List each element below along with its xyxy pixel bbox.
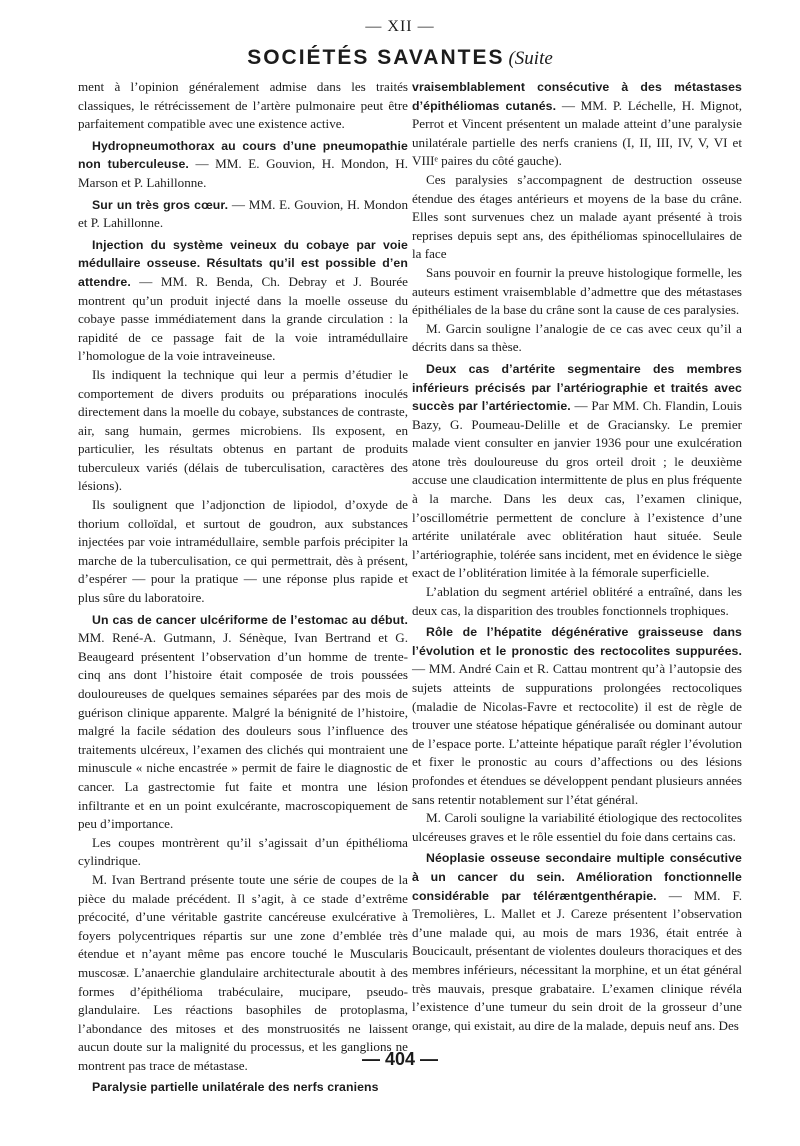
paragraph: Hydropneumothorax au cours d’une pneumopathie non tuberculeuse. — MM. E. Gouvion, H. Mondon, H. Marson et P. Lahillonne. <box>78 138 408 190</box>
paragraph: L’ablation du segment artériel oblitéré a entraîné, dans les deux cas, la disparition des troubles fonctionnels trophiques. <box>412 584 742 618</box>
paragraph: Ils indiquent la technique qui leur a permis d’étudier le comportement de divers produits ou préparations inoculés directement dans la moelle du cobaye, substances de contraste, air, sang humain, germes microbiens. Ils exposent, en particulier, les résultats obtenus en partant de produits tuberculeux variés (délais de tuberculisation, caractères des lésions). <box>78 366 408 494</box>
running-title: SOCIÉTÉS SAVANTES <box>247 46 505 69</box>
paragraph: ment à l’opinion généralement admise dans les traités classiques, le rétrécissement de l’artère pulmonaire peut être parfaitement compatible avec une existence active. <box>78 79 408 132</box>
paragraph: Sur un très gros cœur. — MM. E. Gouvion, H. Mondon et P. Lahillonne. <box>78 196 408 231</box>
right-column <box>412 78 742 1035</box>
paragraph: M. Caroli souligne la variabilité étiologique des rectocolites ulcéreuses graves et le rôle essentiel du foie dans certains cas. <box>412 810 742 844</box>
roman-page-number: — XII — <box>365 18 435 35</box>
paragraph: Injection du système veineux du cobaye par voie médullaire osseuse. Résultats qu’il est possible d’en attendre. — MM. R. Benda, Ch. Debray et J. Bourée montrent qu’un produit injecté dans la moelle osseuse du cobaye passe immédiatement dans la grande circulation : la rapidité de ce passage fait de la voie intramédullaire l’homologue de la voie intraveineuse. <box>78 237 408 364</box>
paragraph: Sans pouvoir en fournir la preuve histologique formelle, les auteurs estiment vraisemblable d’admettre que des métastases épithéliales de la base du crâne sont la cause de ces paralysies. <box>412 264 742 318</box>
left-column <box>78 78 408 1097</box>
paragraph: vraisemblablement consécutive à des métastases d’épithéliomas cutanés. — MM. P. Léchelle, H. Mignot, Perrot et Vincent présentent un malade atteint d’une paralysie unilatérale partielle des nerfs craniens (I, II, III, IV, V, VI et VIIIᵉ paires du côté gauche). <box>412 80 742 169</box>
paragraph: Les coupes montrèrent qu’il s’agissait d’un épithélioma cylindrique. <box>78 834 408 869</box>
paragraph: Deux cas d’artérite segmentaire des membres inférieurs précisés par l’artériographie et traités avec succès par l’artériectomie. — Par MM. Ch. Flandin, Louis Bazy, G. Poumeau-Delille et de Graciansky. Le premier malade vient consulter en janvier 1936 pour une exulcération atone très douloureuse du gros orteil droit ; le deuxième accuse une claudication intermittente de plus en plus fréquente à la marche. Dans les deux cas, l’examen clinique, l’oscillométrie permettent de conclure à l’existence d’une artérite unilatérale avec oblitération haut située. Seule l’artériographie, tolérée sans incident, met en évidence le siège exact de l’oblitération limitée à la fémorale superficielle. <box>412 361 742 581</box>
running-title-suite: (Suite <box>508 48 553 69</box>
paragraph: M. Ivan Bertrand présente toute une série de coupes de la pièce du malade précédent. Il s’agit, à ce stade d’extrême précocité, d’une véritable gastrite cancéreuse exulcérative à foyers polycentriques répartis sur une zone d’emblée très étendue et n’ayant même pas encore touché le Muscularis muscosæ. L’anaerchie glandulaire architecturale aboutit à des formes d’épithélioma trabéculaire, mucipare, pseudo-glandulaire. Les réactions basophiles de protoplasma, l’abondance des mitoses et des monstruosités ne laissent aucun doute sur la malignité du processus, et les ganglions ne montrent pas trace de métastase. <box>78 871 408 1073</box>
paragraph: M. Garcin souligne l’analogie de ce cas avec ceux qu’il a décrits dans sa thèse. <box>412 320 742 355</box>
paragraph: Ils soulignent que l’adjonction de lipiodol, d’oxyde de thorium colloïdal, et surtout de goudron, aux substances injectées par voie intramédullaire, semble parfois précipiter la marche de la tuberculisation, ce qui permettrait, dès à présent, d’espérer — pour la pratique — une réponse plus rapide et plus sûre du laboratoire. <box>78 497 408 606</box>
paragraph: Un cas de cancer ulcériforme de l’estomac au début. MM. René-A. Gutmann, J. Sénèque, Ivan Bertrand et G. Beaugeard présentent l’observation d’un homme de trente-cinq ans dont l’histoire était composée de trois poussées douloureuses de quelques semaines séparées par des mois de guérison clinique apparente. Malgré la bénignité de l’histoire, malgré la facile sédation des douleurs sous l’influence des traitements ulcéreux, l’examen des clichés qui montraient une minuscule « niche encastrée » permit de faire le diagnostic de cancer. La gastrectomie fut faite et montra une lésion infiltrante et en un point exulcérante, macroscopiquement de peu d’importance. <box>78 612 408 832</box>
page-number: — 404 — <box>361 1049 439 1069</box>
paragraph: Ces paralysies s’accompagnent de destruction osseuse étendue des étages antérieurs et moyens de la base du crâne. Elles sont survenues chez un malade ayant présenté à trois reprises depuis sept ans, des épithéliomas spinocellulaires de la face <box>412 171 742 262</box>
paragraph: Paralysie partielle unilatérale des nerfs craniens <box>92 1080 379 1095</box>
running-header <box>0 46 800 70</box>
paragraph: Rôle de l’hépatite dégénérative graisseuse dans l’évolution et le pronostic des rectocolites suppurées. — MM. André Cain et R. Cattau montrent qu’à l’autopsie des sujets atteints de suppurations prolongées rectocoliques (maladie de Nicolas-Favre et rectocolite) il est de règle de trouver une stéatose hépatique généralisée ou dominant autour de l’espace porte. L’atteinte hépatique paraît régler l’évolution et fixer le pronostic au cours d’affections ou des lésions profondes et étendues se développent pendant plusieurs années sans retentir notablement sur l’état général. <box>412 625 742 807</box>
paragraph: Néoplasie osseuse secondaire multiple consécutive à un cancer du sein. Amélioration fonctionnelle considérable par téléræntgenthérapie. — MM. F. Tremolières, L. Mallet et J. Careze présentent l’observation d’une malade qui, au mois de mars 1936, était entrée à Boucicault, présentant de violentes douleurs thoraciques et des membres inférieurs, nécessitant la morphine, et un état général très mauvais, presque grabataire. L’examen clinique révéla l’existence d’une tumeur du sein droit de la grosseur d’une orange, qui existait, au dire de la malade, depuis neuf ans. Des <box>412 851 742 1033</box>
